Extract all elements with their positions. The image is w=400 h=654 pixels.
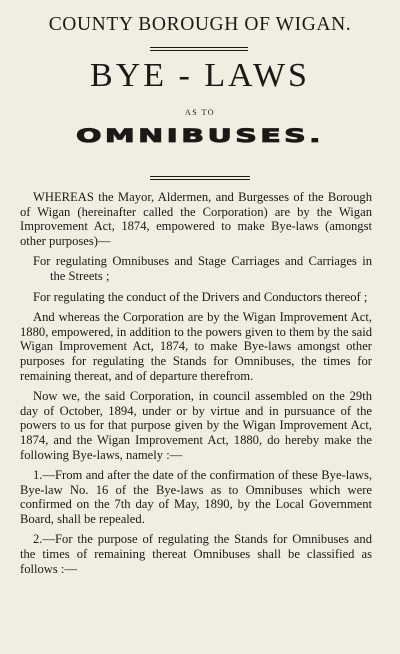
and-whereas-paragraph: And whereas the Corporation are by the Wigan Improvement Act, 1880, empowered, in addition to the powers given to them by the said Wigan Improvement Act, 1874, to make Bye-laws amongst other purposes for regulating the Stands for Omnibuses, the times for remaining thereat, and of departure therefrom.: [20, 310, 372, 383]
subject-heading: OMNIBUSES.: [76, 125, 324, 148]
county-heading: COUNTY BOROUGH OF WIGAN.: [48, 14, 352, 35]
as-to-label: AS TO: [184, 108, 216, 117]
clause-2: 2.—For the purpose of regulating the Stands for Omnibuses and the times of remaining thereat Omnibuses shall be classified as follows :—: [20, 532, 372, 576]
document-title: BYE - LAWS: [90, 57, 310, 94]
double-rule-bottom: [150, 176, 250, 180]
body-text: [20, 190, 372, 582]
now-we-paragraph: Now we, the said Corporation, in council assembled on the 29th day of October, 1894, under or by virtue and in pursuance of the powers to us for that purpose given by the Wigan Improvement Act, 1874, and the Wigan Improvement Act, 1880, do hereby make the following Bye-laws, namely :—: [20, 389, 372, 462]
double-rule-top: [150, 47, 248, 51]
whereas-paragraph: WHEREAS the Mayor, Aldermen, and Burgesses of the Borough of Wigan (hereinafter called the Corporation) are by the Wigan Improvement Act, 1874, empowered to make Bye-laws (amongst other purposes)—: [20, 190, 372, 248]
clause-1: 1.—From and after the date of the confirmation of these Bye-laws, Bye-law No. 16 of the Bye-laws as to Omnibuses which were confirmed on the 7th day of May, 1890, by the Local Government Board, shall be repealed.: [20, 468, 372, 526]
purpose-item-2: For regulating the conduct of the Drivers and Conductors thereof ;: [33, 289, 368, 304]
purpose-item-1: For regulating Omnibuses and Stage Carriages and Carriages in the Streets ;: [33, 254, 372, 283]
